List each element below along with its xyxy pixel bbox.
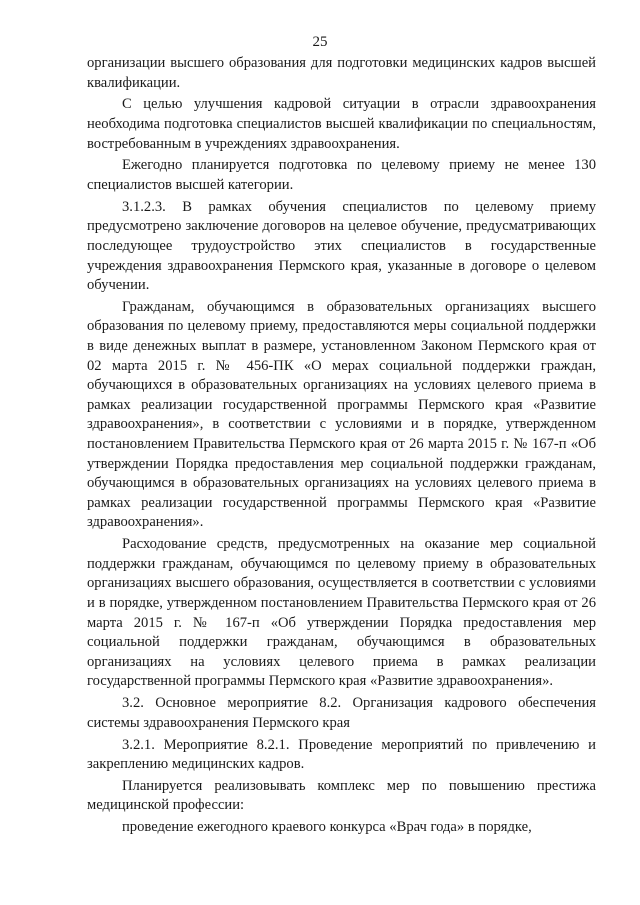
paragraph-section-3-2-1: 3.2.1. Мероприятие 8.2.1. Проведение мероприятий по привлечению и закреплению медицинских кадров. — [87, 736, 596, 773]
paragraph-expenditure: Расходование средств, предусмотренных на оказание мер социальной поддержки гражданам, обучающимся по целевому приему в образовательных организациях высшего образования, осуществляется в соответствии с условиями и в порядке, утвержденном постановлением Правительства Пермского края от 26 марта 2015 г. № 167-п «Об утверждении Порядка предоставления мер социальной поддержки гражданам, обучающимся в образовательных организациях на условиях целевого приема в рамках реализации государственной программы Пермского края «Развитие здравоохранения». — [87, 536, 596, 690]
paragraph-section-3-2: 3.2. Основное мероприятие 8.2. Организация кадрового обеспечения системы здравоохранения Пермского края — [87, 695, 596, 731]
page-number: 25 — [312, 34, 328, 50]
paragraph-doctor-of-year: проведение ежегодного краевого конкурса «Врач года» в порядке, — [122, 819, 532, 836]
paragraph-annual-training: Ежегодно планируется подготовка по целевому приему не менее 130 специалистов высшей категории. — [87, 157, 596, 193]
paragraph-continuation: организации высшего образования для подготовки медицинских кадров высшей квалификации. — [87, 55, 596, 91]
document-body — [87, 54, 596, 840]
paragraph-qualification-goal: С целью улучшения кадровой ситуации в отрасли здравоохранения необходима подготовка специалистов высшей квалификации по специальностям, востребованным в учреждениях здравоохранения. — [87, 96, 596, 152]
paragraph-prestige-measures: Планируется реализовывать комплекс мер по повышению престижа медицинской профессии: — [87, 777, 596, 814]
paragraph-3-1-2-3: 3.1.2.3. В рамках обучения специалистов по целевому приему предусмотрено заключение договоров на целевое обучение, предусматривающих последующее трудоустройство этих специалистов в государственные учреждения здравоохранения Пермского края, указанные в договоре о целевом обучении. — [87, 198, 596, 294]
paragraph-social-support: Гражданам, обучающимся в образовательных организациях высшего образования по целевому приему, предоставляются меры социальной поддержки в виде денежных выплат в размере, установленном Законом Пермского края от 02 марта 2015 г. № 456-ПК «О мерах социальной поддержки граждан, обучающихся в образовательных организациях на условиях целевого приема в рамках реализации государственной программы Пермского края «Развитие здравоохранения», в соответствии с условиями и в порядке, утвержденном постановлением Правительства Пермского края от 26 марта 2015 г. № 167-п «Об утверждении Порядка предоставления мер социальной поддержки гражданам, обучающимся в образовательных организациях на условиях целевого приема в рамках реализации государственной программы Пермского края «Развитие здравоохранения». — [87, 298, 596, 531]
